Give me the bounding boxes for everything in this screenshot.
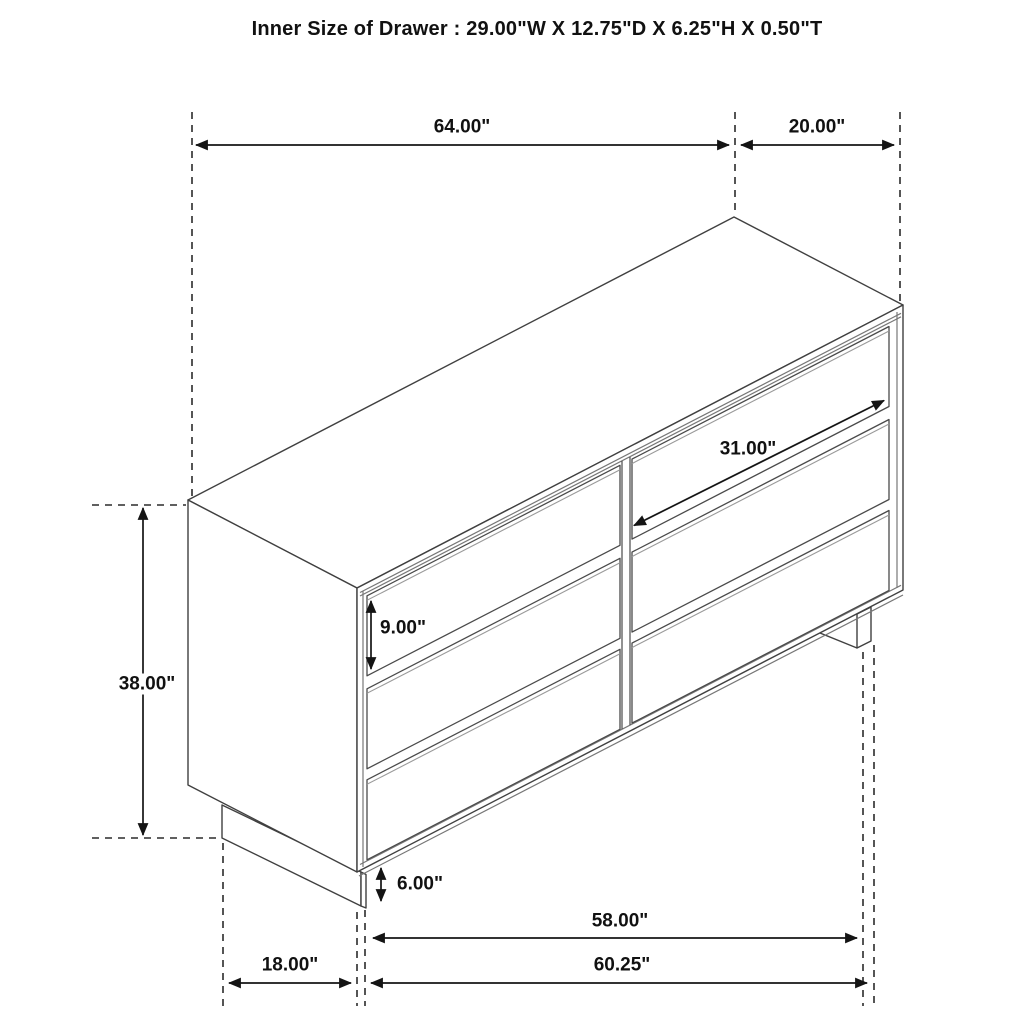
- dim-base-height: 6.00": [397, 873, 443, 895]
- dim-drawer-height: 9.00": [380, 617, 426, 639]
- dim-drawer-width: 31.00": [719, 438, 777, 460]
- page-title: Inner Size of Drawer : 29.00"W X 12.75"D X 6.25"H X 0.50"T: [251, 18, 823, 40]
- dim-top-depth: 20.00": [788, 116, 846, 138]
- dim-bottom-outer: 60.25": [593, 954, 651, 976]
- dim-top-width: 64.00": [433, 116, 491, 138]
- dim-bottom-inner: 58.00": [591, 910, 649, 932]
- dim-bottom-depth: 18.00": [261, 954, 319, 976]
- dim-overall-height: 38.00": [116, 674, 179, 695]
